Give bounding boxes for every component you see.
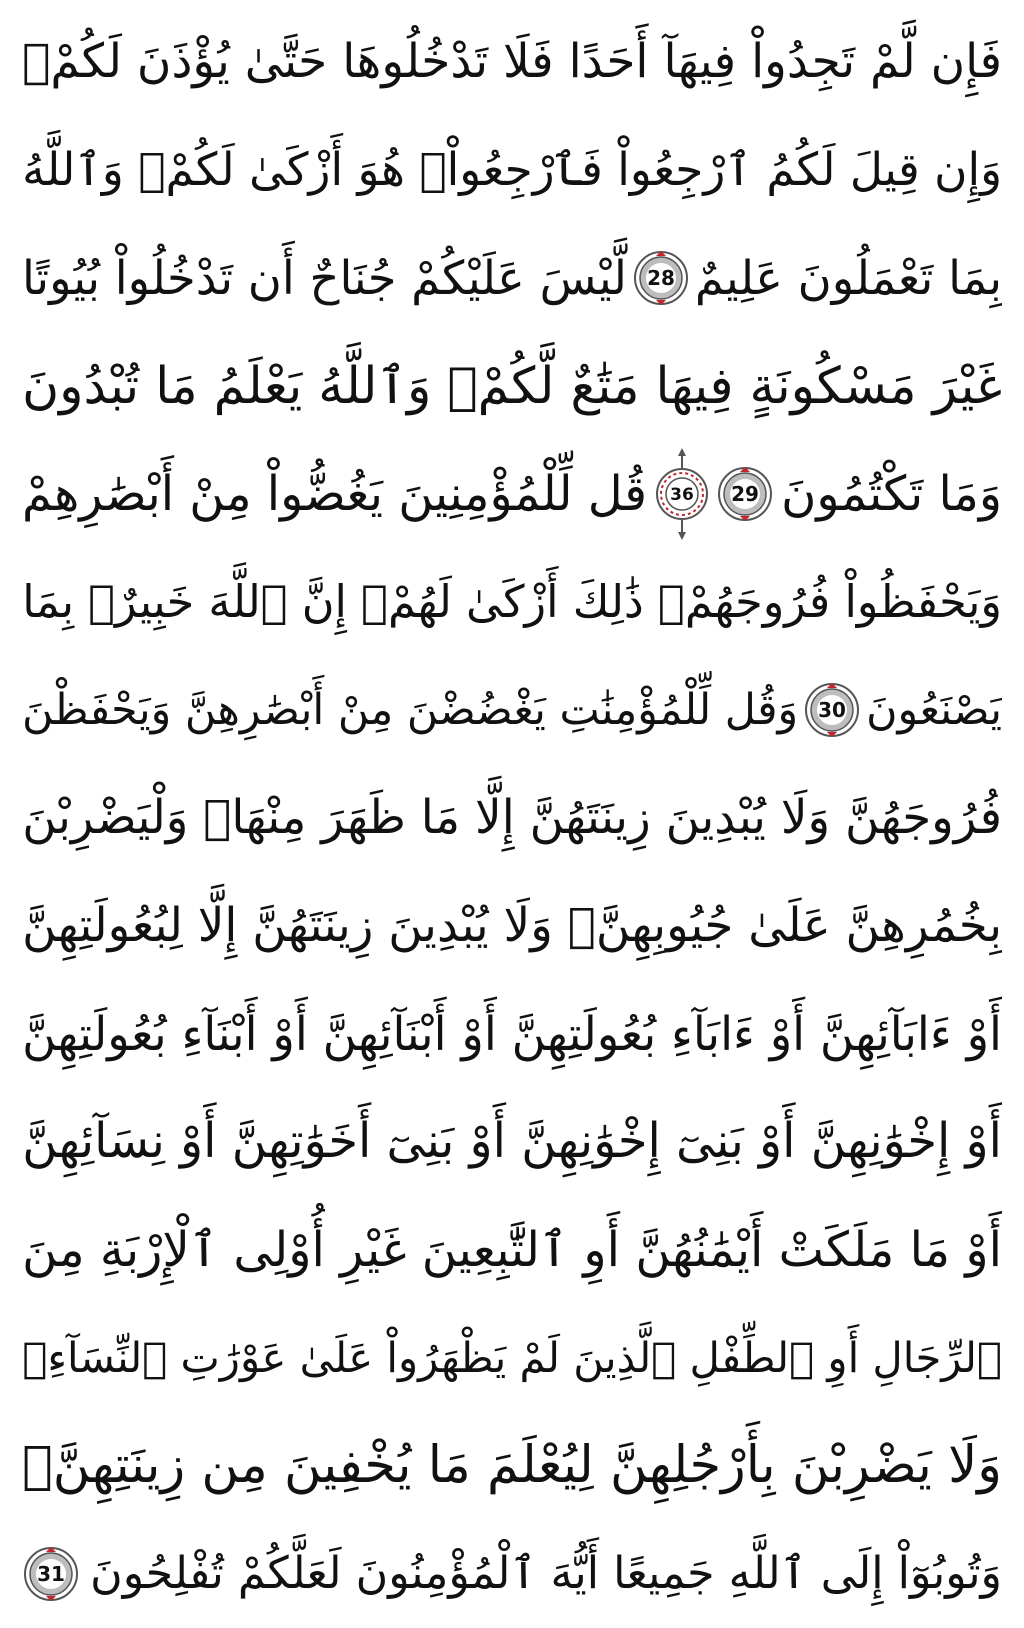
- verse-line: [22, 764, 1002, 872]
- verse-line: [22, 1520, 1002, 1628]
- ayah-number-marker: [22, 1545, 80, 1603]
- verse-line: [22, 872, 1002, 980]
- verse-text: أَوْ مَا مَلَكَتْ أَيْمَٰنُهُنَّ أَوِ ٱلتَّٰبِعِينَ غَيْرِ أُوْلِى ٱلْإِرْبَةِ مِنَ: [22, 1221, 1002, 1278]
- verse-line: [22, 332, 1002, 440]
- ayah-number: 28: [647, 266, 675, 290]
- verse-text: بِخُمُرِهِنَّ عَلَىٰ جُيُوبِهِنَّۖ وَلَا يُبْدِينَ زِينَتَهُنَّ إِلَّا لِبُعُولَتِهِنَّ: [22, 898, 1002, 953]
- verse-text: أَوْ إِخْوَٰنِهِنَّ أَوْ بَنِىٓ إِخْوَٰنِهِنَّ أَوْ بَنِىٓ أَخَوَٰتِهِنَّ أَوْ نِسَآئِهِنَّ: [22, 1114, 1002, 1170]
- verse-text: فَإِن لَّمْ تَجِدُواْ فِيهَآ أَحَدًا فَلَا تَدْخُلُوهَا حَتَّىٰ يُؤْذَنَ لَكُمْۖ: [22, 34, 1002, 90]
- verse-text: أَوْ ءَابَآئِهِنَّ أَوْ ءَابَآءِ بُعُولَتِهِنَّ أَوْ أَبْنَآئِهِنَّ أَوْ أَبْنَآءِ بُعُولَتِهِنَّ: [22, 1006, 1002, 1061]
- hizb-marker: [654, 446, 710, 542]
- verse-text: غَيْرَ مَسْكُونَةٍ فِيهَا مَتَٰعٌ لَّكُمْۚ وَٱللَّهُ يَعْلَمُ مَا تُبْدُونَ: [22, 355, 1002, 415]
- verse-text: وَإِن قِيلَ لَكُمُ ٱرْجِعُواْ فَٱرْجِعُواْۖ هُوَ أَزْكَىٰ لَكُمْۚ وَٱللَّهُ: [22, 143, 1002, 197]
- verse-text: فُرُوجَهُنَّ وَلَا يُبْدِينَ زِينَتَهُنَّ إِلَّا مَا ظَهَرَ مِنْهَاۖ وَلْيَضْرِبْنَ: [22, 790, 1002, 845]
- verse-text: وَمَا تَكْتُمُونَ: [781, 466, 1002, 522]
- verse-line: [22, 1412, 1002, 1520]
- verse-text: قُل لِّلْمُؤْمِنِينَ يَغُضُّواْ مِنْ أَبْصَٰرِهِمْ: [22, 466, 648, 522]
- ayah-number-marker: [716, 465, 774, 523]
- verse-line: [22, 8, 1002, 116]
- verse-lines: [22, 8, 1002, 1628]
- verse-line: [22, 980, 1002, 1088]
- ayah-number-marker: [803, 681, 861, 739]
- verse-line: [22, 656, 1002, 764]
- ayah-number: 29: [731, 482, 760, 506]
- verse-text: يَصْنَعُونَ: [866, 684, 1002, 735]
- verse-line: [22, 440, 1002, 548]
- ayah-number: 30: [818, 698, 847, 722]
- verse-text: لَّيْسَ عَلَيْكُمْ جُنَاحٌ أَن تَدْخُلُواْ بُيُوتًا: [22, 250, 627, 305]
- verse-text: وَلَا يَضْرِبْنَ بِأَرْجُلِهِنَّ لِيُعْلَمَ مَا يُخْفِينَ مِن زِينَتِهِنَّۚ: [22, 1436, 1002, 1496]
- ayah-number: 31: [37, 1562, 65, 1586]
- verse-text: وَيَحْفَظُواْ فُرُوجَهُمْۚ ذَٰلِكَ أَزْكَىٰ لَهُمْۗ إِنَّ ٱللَّهَ خَبِيرٌۢ بِمَا: [22, 575, 1002, 628]
- verse-text: ٱلرِّجَالِ أَوِ ٱلطِّفْلِ ٱلَّذِينَ لَمْ يَظْهَرُواْ عَلَىٰ عَوْرَٰتِ ٱلنِّسَآءِۖ: [22, 1333, 1002, 1383]
- verse-text: وَتُوبُوٓاْ إِلَى ٱللَّهِ جَمِيعًا أَيُّهَ ٱلْمُؤْمِنُونَ لَعَلَّكُمْ تُفْلِحُونَ: [90, 1547, 1002, 1599]
- verse-line: [22, 548, 1002, 656]
- verse-line: [22, 1304, 1002, 1412]
- ayah-number-marker: [632, 249, 690, 307]
- verse-line: [22, 1088, 1002, 1196]
- hizb-number: 36: [669, 485, 694, 505]
- verse-line: [22, 1196, 1002, 1304]
- verse-text: وَقُل لِّلْمُؤْمِنَٰتِ يَغْضُضْنَ مِنْ أَبْصَٰرِهِنَّ وَيَحْفَظْنَ: [22, 684, 799, 735]
- verse-text: بِمَا تَعْمَلُونَ عَلِيمٌ: [694, 250, 1002, 305]
- verse-line: [22, 224, 1002, 332]
- verse-line: [22, 116, 1002, 224]
